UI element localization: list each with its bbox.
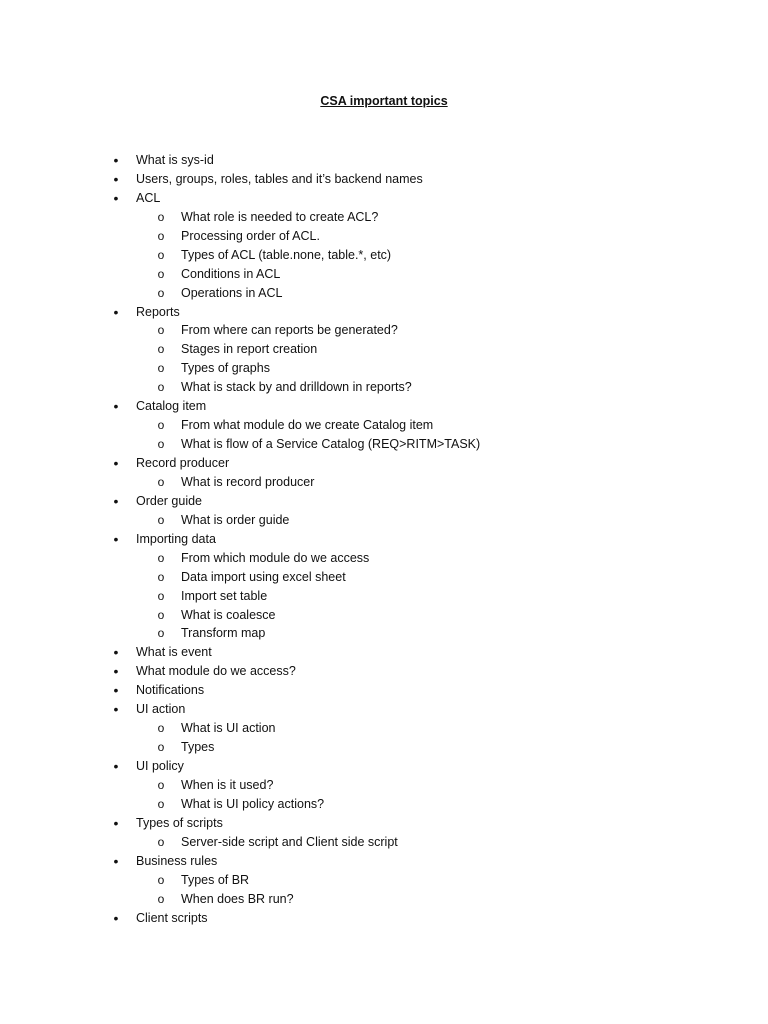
subtopic-item — [0, 284, 768, 303]
subtopic-label: Operations in ACL — [181, 285, 283, 300]
bullet-icon: • — [113, 530, 119, 547]
topic-label: Importing data — [136, 531, 216, 546]
subtopic-label: What is stack by and drilldown in reports? — [181, 380, 412, 395]
subtopic-item — [0, 378, 768, 397]
topic-label: Users, groups, roles, tables and it’s backend names — [136, 171, 423, 186]
sub-bullet-icon: o — [157, 228, 165, 243]
subtopic-item — [0, 568, 768, 587]
bullet-icon: • — [113, 644, 119, 661]
topic-label: UI action — [136, 702, 186, 717]
bullet-icon: • — [113, 852, 119, 869]
bullet-icon: • — [113, 814, 119, 831]
subtopic-label: What is UI action — [181, 721, 276, 736]
sub-bullet-icon: o — [157, 569, 165, 584]
subtopic-item — [0, 719, 768, 738]
sub-bullet-icon: o — [157, 209, 165, 224]
subtopic-item — [0, 890, 768, 909]
topic-item — [0, 814, 768, 833]
sub-bullet-icon: o — [157, 550, 165, 565]
subtopic-item — [0, 435, 768, 454]
sub-bullet-icon: o — [157, 266, 165, 281]
topic-item — [0, 397, 768, 416]
subtopic-label: Server-side script and Client side script — [181, 834, 398, 849]
subtopic-item — [0, 359, 768, 378]
topic-label: UI policy — [136, 759, 184, 773]
topic-label: Catalog item — [136, 399, 207, 414]
bullet-icon: • — [113, 663, 119, 680]
sub-bullet-icon: o — [157, 777, 165, 792]
subtopic-item — [0, 871, 768, 890]
sub-bullet-icon: o — [157, 342, 165, 357]
sub-bullet-icon: o — [157, 834, 165, 849]
topic-item — [0, 530, 768, 549]
subtopic-item — [0, 624, 768, 643]
topic-label: Types of scripts — [136, 815, 223, 830]
subtopic-label: What is UI policy actions? — [181, 796, 325, 811]
subtopic-label: What is order guide — [181, 512, 290, 527]
topic-item — [0, 700, 768, 719]
topic-item — [0, 643, 768, 662]
topic-item — [0, 170, 768, 189]
subtopic-label: From which module do we access — [181, 550, 370, 565]
sub-bullet-icon: o — [157, 796, 165, 811]
topic-label: What is sys-id — [136, 153, 214, 167]
sub-bullet-icon: o — [157, 626, 165, 641]
topic-item — [0, 681, 768, 700]
sub-bullet-icon: o — [157, 323, 165, 338]
sub-bullet-icon: o — [157, 512, 165, 527]
bullet-icon: • — [113, 909, 119, 926]
topic-label: Client scripts — [136, 910, 208, 925]
topic-label: Notifications — [136, 683, 205, 698]
topic-label: Reports — [136, 304, 180, 319]
subtopic-label: Conditions in ACL — [181, 266, 281, 281]
bullet-icon: • — [113, 758, 119, 774]
subtopic-label: Processing order of ACL. — [181, 228, 320, 243]
topic-item — [0, 852, 768, 871]
subtopic-item — [0, 208, 768, 227]
subtopic-item — [0, 473, 768, 492]
bullet-icon: • — [113, 189, 119, 206]
subtopic-label: Data import using excel sheet — [181, 569, 346, 584]
bullet-icon: • — [113, 701, 119, 718]
sub-bullet-icon: o — [157, 418, 165, 433]
topic-item — [0, 757, 768, 776]
topic-label: Record producer — [136, 456, 230, 470]
sub-bullet-icon: o — [157, 437, 165, 452]
bullet-icon: • — [113, 303, 119, 320]
subtopic-item — [0, 511, 768, 530]
sub-bullet-icon: o — [157, 607, 165, 622]
bullet-icon: • — [113, 398, 119, 415]
topic-label: What module do we access? — [136, 664, 296, 679]
sub-bullet-icon: o — [157, 721, 165, 736]
topic-item — [0, 189, 768, 208]
document-title: CSA important topics — [320, 94, 448, 108]
sub-bullet-icon: o — [157, 285, 165, 300]
subtopic-label: When does BR run? — [181, 891, 294, 906]
subtopic-label: From what module do we create Catalog item — [181, 418, 434, 433]
subtopic-label: When is it used? — [181, 777, 274, 792]
subtopic-item — [0, 587, 768, 606]
subtopic-label: Stages in report creation — [181, 342, 318, 357]
topic-item — [0, 492, 768, 511]
bullet-icon: • — [113, 152, 119, 168]
topic-item — [0, 909, 768, 928]
subtopic-item — [0, 738, 768, 757]
subtopic-label: Types of BR — [181, 872, 250, 887]
subtopic-item — [0, 265, 768, 284]
topic-item — [0, 454, 768, 473]
topic-label: Business rules — [136, 853, 218, 868]
bullet-icon: • — [113, 170, 119, 187]
topic-item — [0, 303, 768, 322]
subtopic-item — [0, 549, 768, 568]
bullet-icon: • — [113, 682, 119, 699]
topic-label: Order guide — [136, 493, 203, 508]
subtopic-label: What is coalesce — [181, 607, 276, 622]
subtopic-item — [0, 606, 768, 625]
subtopic-label: Types of ACL (table.none, table.*, etc) — [181, 247, 392, 262]
sub-bullet-icon: o — [157, 740, 165, 755]
subtopic-label: What is flow of a Service Catalog (REQ>RITM>TASK) — [181, 437, 481, 452]
subtopic-item — [0, 795, 768, 814]
subtopic-label: Types — [181, 740, 215, 755]
subtopic-label: From where can reports be generated? — [181, 323, 398, 338]
subtopic-item — [0, 416, 768, 435]
topic-label: ACL — [136, 190, 161, 205]
sub-bullet-icon: o — [157, 380, 165, 395]
sub-bullet-icon: o — [157, 891, 165, 906]
bullet-icon: • — [113, 492, 119, 509]
subtopic-item — [0, 833, 768, 852]
subtopic-label: What role is needed to create ACL? — [181, 209, 379, 224]
subtopic-item — [0, 340, 768, 359]
topic-item — [0, 662, 768, 681]
sub-bullet-icon: o — [157, 474, 165, 489]
sub-bullet-icon: o — [157, 361, 165, 376]
subtopic-item — [0, 227, 768, 246]
topic-list — [0, 151, 768, 927]
sub-bullet-icon: o — [157, 872, 165, 887]
sub-bullet-icon: o — [157, 247, 165, 262]
subtopic-label: Import set table — [181, 588, 268, 603]
subtopic-label: What is record producer — [181, 474, 315, 489]
bullet-icon: • — [113, 455, 119, 471]
sub-bullet-icon: o — [157, 588, 165, 603]
subtopic-item — [0, 321, 768, 340]
subtopic-label: Transform map — [181, 626, 266, 641]
subtopic-item — [0, 776, 768, 795]
subtopic-label: Types of graphs — [181, 361, 270, 376]
subtopic-item — [0, 246, 768, 265]
topic-label: What is event — [136, 645, 212, 660]
topic-item — [0, 151, 768, 170]
